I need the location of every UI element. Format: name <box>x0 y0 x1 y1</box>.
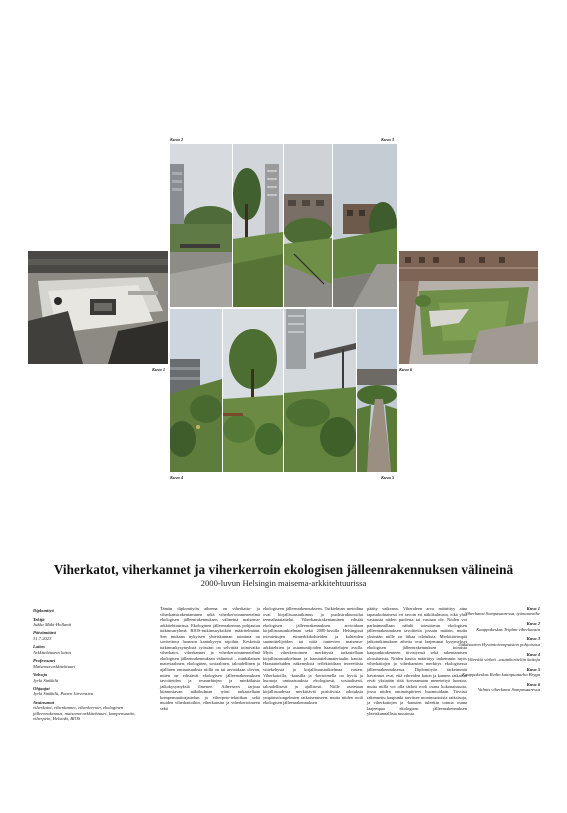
meta-label-keywords: Avainsanat <box>33 699 55 705</box>
figure-list-label: Kuva 1 <box>526 606 540 611</box>
photo-kuva-6 <box>399 251 538 364</box>
photo-kuva-5a <box>284 309 356 472</box>
meta-label-supervisor: Valvoja <box>33 672 48 678</box>
figure-list-label: Kuva 6 <box>526 682 540 688</box>
caption-kuva-1: Kuva 1 <box>152 367 166 372</box>
caption-kuva-6: Kuva 6 <box>399 367 413 372</box>
meta-value-advisors: Jyrki Sinkkilä, Paavo Järvensivu <box>33 691 94 697</box>
caption-kuva-4: Kuva 4 <box>170 475 184 480</box>
figure-list-desc: Viherkansi Sompasaaressa, työmaavaihe <box>465 611 540 617</box>
abstract-column-1 <box>160 606 260 711</box>
figure-list-desc: Kauppakeskus Redin kattopuutarha Bryga <box>462 672 540 678</box>
meta-label-advisors: Ohjaajat <box>33 686 50 692</box>
meta-label-author: Tekijä <box>33 616 45 622</box>
figure-list-label: Kuva 2 <box>526 621 540 627</box>
photo-kuva-4a <box>170 309 222 472</box>
figure-list <box>420 606 540 697</box>
meta-label-date: Päivämäärä <box>33 630 56 636</box>
caption-kuva-3: Kuva 3 <box>381 137 395 142</box>
meta-value-department: Arkkitehtuurin laitos <box>33 649 72 655</box>
photo-kuva-5b <box>357 309 397 472</box>
caption-kuva-5: Kuva 5 <box>381 475 395 480</box>
meta-label-type: Diplomityö <box>33 608 54 613</box>
abstract-text-2: ekologiseen jälleenrakennukseen. Tutkielman metodina ovat kirjallisuustutkimus ja puolistrukturoidut teemahaastattelut. Viherkansirakentaminen edistää ekologisen jälleenrakennuksen arvioidaan kirjallisuustutkielman sekä 2000-luvulla Helsingissä toteutettujen esimerkkikohteiden ja kohteiden suunnittelijoiden tai niitä tuntevien maisema-arkkitehtien ja asiantuntijoiden haastattelujen avulla. Myös viherkertoimen merkitystä tarkastellaan kirjallisuustutkielman ja haastattelumateriaalin kautta. Haastatteluiden näkemyksiä reflektoidaan teoreettista viitekehystä ja kirjallisuustutkielmaa vasten. Viherkatoilla, -kansilla ja -kertoimella on hyviä ja huonoja ominaisuuksia ekologisesti, sosiaalisesti, taloudellisesti ja ajallisesti. Niille asetetaan kirjallisuudessa merkittäviä positiivisia odotuksia ympäristöongelmien ratkaisemiseen, mutta niiden rooli ekologisen jälleenrakennuksen <box>263 606 363 706</box>
page-title: Viherkatot, viherkannet ja viherkerroin ekologisen jälleenrakennuksen välineinä <box>53 562 514 577</box>
figure-list-desc: Jätkäsaaren Hyväntoivonpuiston pohjoisosa <box>458 641 540 647</box>
photo-kuva-3b <box>333 144 397 307</box>
figure-list-desc: Valmis viherkansi Sompasaaressa <box>477 687 540 693</box>
meta-value-author: Jukka Mäki-Hollanti <box>33 621 72 627</box>
figure-list-desc: Kauppakeskus Triplan viherkansia <box>476 626 540 632</box>
meta-value-keywords: viherkatot, viherkannet, viherkerroin, ekologinen jälleenrakennus, maisema-arkkitehtuuri, kompensaatio, viherpeto, Helsinki, BIOS <box>33 705 136 722</box>
figure-list-label: Kuva 4 <box>526 651 540 657</box>
meta-value-professorship: Maisema-arkkitehtuuri <box>33 663 76 669</box>
photo-kuva-2a <box>170 144 232 307</box>
photo-kuva-3a <box>284 144 332 307</box>
meta-label-professorship: Professuuri <box>33 658 56 664</box>
figure-list-label: Kuva 3 <box>526 636 540 642</box>
meta-label-department: Laitos <box>33 644 45 650</box>
photo-kuva-2b <box>233 144 283 307</box>
page-subtitle: 2000-luvun Helsingin maisema-arkkitehtuurissa <box>200 578 367 588</box>
figure-list-desc: Vihreätä virheä –asuinkortteliin kattoja <box>467 657 540 663</box>
abstract-text-3: päätty vaikeana. Viheraleen arvo määrittyy aina tapauskohtaisesti eri tavoin eri näkökulmista, eikä yhtä vastausta niiden puolesta tai vastaan ole. Niiden voi parhaimmillaan nähdä toteuttavan ekologisen jälleenrakennuksen tavoitteita jossain määrin, mutta yksinään niille on liikaa odotuksia. Merkittävimpiä jatkotutkimuksen aiheita ovat laajemmat kysymykset ekologisen jälleenrakennuksen toimista kaupunkirakenteen tiivistyessä sekä rakentamisen olosuhteista. Niiden kautta määrittyy tarkemmin myös viherkattojen ja viherkansien merkitys ekologisessa jälleenrakennuksessa. Diplomityön tärkeimmät havainnot ovat, että vihreiden katon ja kannen ratkaisut eivät yksinään riitä korvaamaan menetettyä luontoa, mutta niillä voi olla tärkeä rooli osana kokonaisuutta, jossa niiden ominaispiirteet huomioidaan. Tiiviisti rakennettu kaupunki tarvitsee monimuotoisia ratkaisuja, ja viherkattojen ja -kansien tuleekin toimia osana laajempaa ekologisen jälleenrakennuksen yhteiskunnallista muutosta. <box>367 606 467 717</box>
abstract-column-2 <box>263 606 363 706</box>
meta-value-supervisor: Jyrki Sinkkilä <box>33 677 59 683</box>
meta-value-date: 31.7.2023 <box>33 635 52 641</box>
abstract-text-1: Tämän diplomityön aiheena on viherkatto- ja viherkansirakentaminen sekä viherkerroinmenetelmä ekologisen jälleenrakennuksen välineinä maisema-arkkitehtuurissa. Ekologinen jälleenrakennus pohjautuu tutkimusryhmä BIOS-tutkimusyksikön määritelmään. Sen mukaan nykyisen yhteiskunnan toiminta on sovitettava luonnon kantokyvyn rajoihin. Keskeisiä tutkimuskysymyksiä työssäni on selvittää toimivatko viherkatot, viherkannet ja viherkerroinmenetelmä ekologisen jälleenrakennuksen välineinä – minkälainen materiaalinen, ekologinen, sosiaalinen, taloudellinen ja ajallinen ominaisuuksia niillä on tai arvioidaan olevan, miten ne edistävät ekologisen jälleenrakennuksen tavoitteiden ja reunaehtojen ja minkälaisia jatkokysymyksiä ilmenee. Aiheeseen tarjoaa kiinnostavan näkökulman työni tarkastellaan kompensaatioajattelun ja viherpeto-tekniikan sekä muiden viherkattoihin, viherkansiin ja viherkertoimeen sekä <box>160 606 260 711</box>
photo-kuva-4b <box>223 309 283 472</box>
thesis-metadata <box>33 608 145 725</box>
caption-kuva-2: Kuva 2 <box>170 137 184 142</box>
photo-kuva-1 <box>28 251 168 364</box>
figure-list-label: Kuva 5 <box>526 666 540 672</box>
